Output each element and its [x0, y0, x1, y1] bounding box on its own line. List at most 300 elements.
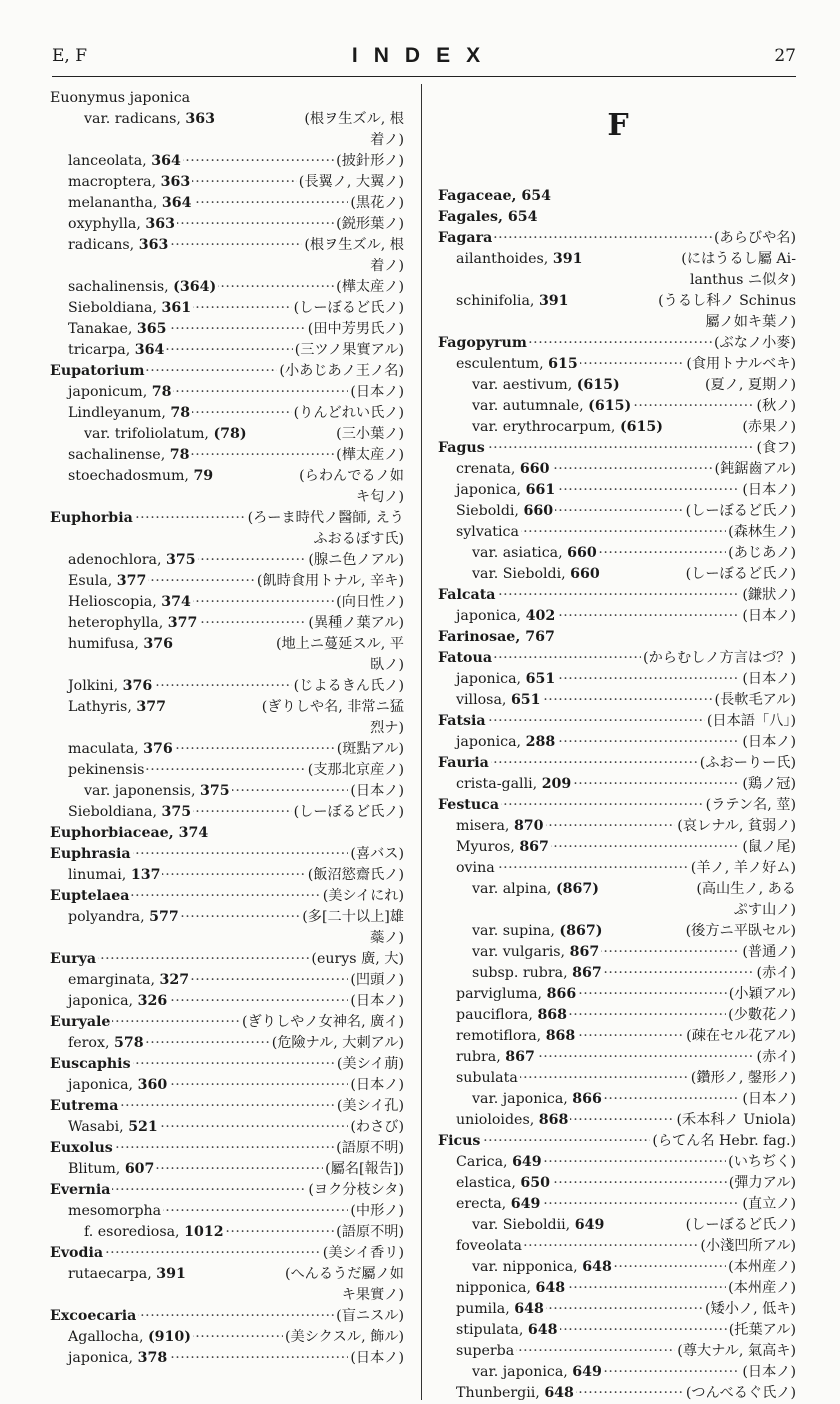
entry-page-number: 364	[134, 342, 165, 358]
entry-term	[438, 1049, 537, 1065]
index-genus-entry	[50, 361, 404, 382]
entry-name: var. trifoliolatum,	[84, 426, 214, 442]
index-genus-entry	[438, 1131, 796, 1152]
index-column-right	[438, 186, 796, 1404]
entry-gloss: (あじあノ)	[726, 543, 796, 564]
index-entry	[50, 319, 404, 340]
index-entry	[438, 837, 796, 858]
entry-gloss: (しーぼるど氏ノ)	[684, 1215, 796, 1236]
entry-name: pumila,	[456, 1301, 515, 1317]
entry-gloss: (美シイにれ)	[321, 886, 404, 907]
entry-name: misera,	[456, 818, 514, 834]
entry-page-number: 521	[128, 1119, 158, 1135]
entry-term	[50, 1245, 105, 1261]
entry-term	[438, 398, 633, 414]
entry-term	[438, 860, 497, 876]
entry-name: Fagopyrum	[438, 335, 527, 351]
entry-gloss: (屬名[報告])	[323, 1159, 404, 1180]
index-entry	[438, 774, 796, 795]
entry-name: var. aestivum,	[472, 377, 577, 393]
entry-term	[438, 209, 540, 225]
index-continuation	[50, 928, 404, 949]
entry-term	[50, 594, 193, 610]
index-continuation	[50, 1285, 404, 1306]
entry-gloss: (日本ノ)	[740, 732, 796, 753]
index-entry	[438, 816, 796, 837]
entry-page-number: (910)	[147, 1329, 192, 1345]
index-entry	[438, 564, 796, 585]
index-genus-entry	[50, 1096, 404, 1117]
entry-term	[50, 426, 249, 442]
entry-gloss: 臥ノ)	[370, 657, 404, 673]
index-genus-entry	[50, 1180, 404, 1201]
entry-page-number: (867)	[555, 881, 599, 897]
entry-term	[50, 762, 146, 778]
entry-term	[438, 923, 604, 939]
entry-gloss: (美シクスル, 飾ル)	[283, 1327, 404, 1348]
entry-term	[438, 734, 557, 750]
index-entry	[50, 403, 404, 424]
entry-page-number: 577	[149, 909, 179, 925]
entry-page-number: 402	[525, 608, 556, 624]
entry-term	[50, 1140, 115, 1156]
entry-gloss: (小淺凹所アル)	[698, 1236, 796, 1257]
index-entry	[438, 1026, 796, 1047]
index-entry	[438, 291, 796, 312]
entry-term	[438, 503, 555, 519]
entry-gloss: (日本ノ)	[348, 382, 404, 403]
entry-gloss: (日本ノ)	[740, 1362, 796, 1383]
entry-page-number: (615)	[588, 398, 632, 414]
entry-name: Euptelaea	[50, 888, 130, 904]
entry-term	[50, 1182, 112, 1198]
entry-name: Eurya	[50, 951, 97, 967]
entry-page-number: (364)	[173, 279, 217, 295]
entry-term	[438, 776, 573, 792]
dot-leader	[438, 438, 796, 459]
index-entry	[50, 1348, 404, 1369]
index-entry	[50, 172, 404, 193]
entry-term	[50, 1350, 169, 1366]
entry-page-number: 578	[114, 1035, 144, 1051]
entry-name: Farinosae,	[438, 629, 526, 645]
entry-gloss: (夏ノ, 夏期ノ)	[703, 375, 796, 396]
index-entry	[438, 669, 796, 690]
index-entry	[438, 417, 796, 438]
entry-gloss: (しーぼるど氏ノ)	[684, 564, 796, 585]
entry-page-number: (615)	[619, 419, 663, 435]
entry-term	[50, 825, 210, 841]
entry-gloss: (しーぼるど氏ノ)	[684, 501, 796, 522]
entry-gloss: (へんるうだ屬ノ如	[283, 1264, 404, 1285]
index-genus-entry	[438, 585, 796, 606]
entry-name: japonica,	[456, 608, 526, 624]
entry-page-number: (78)	[213, 426, 247, 442]
index-entry	[438, 1341, 796, 1362]
entry-term	[50, 741, 175, 757]
index-entry	[50, 634, 404, 655]
entry-gloss: (秋ノ)	[755, 396, 796, 417]
index-entry	[438, 984, 796, 1005]
entry-gloss: (らてん名 Hebr. fag.)	[650, 1131, 796, 1152]
entry-term	[438, 1322, 560, 1338]
entry-gloss: (eurys 廣, 大)	[309, 949, 404, 970]
entry-page-number: 360	[137, 1077, 168, 1093]
entry-name: villosa,	[456, 692, 511, 708]
entry-page-number: 363	[145, 216, 175, 232]
index-genus-entry	[50, 1243, 404, 1264]
entry-gloss: (日本ノ)	[740, 480, 796, 501]
entry-gloss: (日本語「八」)	[705, 711, 796, 732]
entry-term	[50, 1266, 188, 1282]
entry-page-number: 288	[525, 734, 556, 750]
index-entry	[50, 1159, 404, 1180]
index-entry	[438, 1320, 796, 1341]
entry-term	[438, 1385, 576, 1401]
index-entry	[50, 424, 404, 445]
entry-name: nipponica,	[456, 1280, 536, 1296]
entry-page-number: 376	[143, 741, 173, 757]
entry-name: japonica,	[68, 993, 138, 1009]
entry-page-number: 377	[167, 615, 198, 631]
entry-name: var. supina,	[472, 923, 560, 939]
entry-name: subulata	[456, 1070, 518, 1086]
entry-gloss: (直立ノ)	[740, 1194, 796, 1215]
entry-gloss: (ふおーりー氏)	[698, 753, 796, 774]
entry-name: heterophylla,	[68, 615, 168, 631]
index-genus-entry	[438, 186, 796, 207]
entry-term	[50, 1014, 112, 1030]
index-entry	[438, 459, 796, 480]
entry-gloss: (禾本科ノ Uniola)	[675, 1110, 797, 1131]
entry-term	[438, 1175, 552, 1191]
entry-page-number: 649	[512, 1154, 542, 1170]
entry-name: stoechadosmum,	[68, 468, 194, 484]
entry-name: foveolata	[456, 1238, 522, 1254]
entry-gloss: (日本ノ)	[348, 781, 404, 802]
entry-gloss: (日本ノ)	[740, 1089, 796, 1110]
entry-page-number: 648	[514, 1301, 544, 1317]
entry-page-number: 375	[161, 804, 192, 820]
entry-term	[50, 195, 194, 211]
entry-name: Thunbergii,	[456, 1385, 545, 1401]
entry-term	[438, 1154, 544, 1170]
entry-name: var. vulgaris,	[472, 944, 570, 960]
entry-term	[50, 783, 232, 799]
index-genus-entry	[50, 1138, 404, 1159]
entry-name: Fatsia	[438, 713, 486, 729]
entry-gloss: (黒花ノ)	[348, 193, 404, 214]
entry-page-number: 364	[151, 153, 181, 169]
entry-name: remotiflora,	[456, 1028, 546, 1044]
entry-term	[438, 356, 580, 372]
entry-name: japonicum,	[68, 384, 152, 400]
entry-name: japonica,	[68, 1077, 138, 1093]
index-entry	[50, 277, 404, 298]
index-entry	[438, 1110, 796, 1131]
entry-name: Blitum,	[68, 1161, 125, 1177]
index-entry	[50, 193, 404, 214]
index-entry	[438, 1047, 796, 1068]
entry-gloss: (尊大ナル, 氣高キ)	[675, 1341, 796, 1362]
index-entry	[438, 606, 796, 627]
entry-name: humifusa,	[68, 636, 144, 652]
entry-term	[438, 1091, 604, 1107]
index-entry	[438, 249, 796, 270]
index-entry	[50, 970, 404, 991]
index-entry	[438, 1194, 796, 1215]
entry-name: macroptera,	[68, 174, 161, 190]
entry-gloss: (三ツノ果實アル)	[293, 340, 404, 361]
entry-gloss: (向日性ノ)	[334, 592, 404, 613]
index-genus-entry	[438, 228, 796, 249]
entry-gloss: (矮小ノ, 低キ)	[703, 1299, 796, 1320]
entry-name: pekinensis	[68, 762, 145, 778]
entry-term	[50, 363, 146, 379]
entry-term	[438, 1217, 606, 1233]
entry-name: Jolkini,	[68, 678, 123, 694]
entry-gloss: (飯沼慾齋氏ノ)	[306, 865, 404, 886]
entry-gloss: (鈍鋸齒アル)	[713, 459, 796, 480]
entry-page-number: 377	[116, 573, 147, 589]
entry-name: var. autumnale,	[472, 398, 589, 414]
entry-page-number: 649	[574, 1217, 605, 1233]
page-header	[52, 46, 796, 77]
entry-gloss: (托葉アル)	[727, 1320, 796, 1341]
index-entry	[50, 1033, 404, 1054]
entry-term	[50, 951, 98, 967]
entry-name: Myuros,	[456, 839, 520, 855]
entry-name: ovina	[456, 860, 495, 876]
entry-page-number: 867	[505, 1049, 535, 1065]
entry-term	[50, 321, 169, 337]
entry-name: Excoecaria	[50, 1308, 137, 1324]
entry-gloss: (しーぼるど氏ノ)	[292, 802, 404, 823]
entry-term	[50, 993, 169, 1009]
entry-gloss: (本州産ノ)	[726, 1257, 796, 1278]
section-letter: F	[607, 108, 629, 143]
entry-page-number: 326	[137, 993, 168, 1009]
index-entry	[438, 1278, 796, 1299]
index-genus-entry	[438, 333, 796, 354]
entry-page-number: 376	[143, 636, 174, 652]
entry-page-number: 365	[136, 321, 167, 337]
index-genus-entry	[438, 648, 796, 669]
entry-term	[438, 1301, 546, 1317]
entry-name: Sieboldiana,	[68, 300, 162, 316]
column-divider	[421, 84, 422, 1400]
entry-page-number: 378	[137, 1350, 168, 1366]
entry-page-number: 377	[136, 699, 166, 715]
index-entry	[50, 88, 404, 109]
entry-gloss: (りんどれい氏ノ)	[292, 403, 404, 424]
index-entry	[50, 214, 404, 235]
entry-term	[50, 1308, 138, 1324]
entry-name: f. esorediosa,	[84, 1224, 185, 1240]
entry-name: Evodia	[50, 1245, 104, 1261]
index-entry	[438, 1152, 796, 1173]
index-entry	[50, 298, 404, 319]
entry-gloss: (森林生ノ)	[726, 522, 796, 543]
entry-gloss: (日本ノ)	[348, 1075, 404, 1096]
entry-page-number: 374	[161, 594, 191, 610]
entry-name: Eupatorium	[50, 363, 145, 379]
index-entry	[438, 480, 796, 501]
index-entry	[438, 1215, 796, 1236]
entry-name: adenochlora,	[68, 552, 167, 568]
entry-term	[50, 384, 173, 400]
entry-gloss: 着ノ)	[370, 132, 404, 148]
entry-gloss: lanthus ニ似タ)	[690, 272, 796, 288]
entry-page-number: 79	[193, 468, 214, 484]
header-range: E, F	[52, 46, 88, 66]
entry-page-number: 868	[538, 1112, 569, 1128]
entry-name: japonica,	[456, 671, 526, 687]
entry-name: Agallocha,	[68, 1329, 148, 1345]
entry-name: Festuca	[438, 797, 500, 813]
entry-gloss: (鋭形葉ノ)	[334, 214, 404, 235]
index-entry	[50, 592, 404, 613]
entry-name: Fatoua	[438, 650, 493, 666]
entry-term	[50, 237, 170, 253]
index-genus-entry	[438, 795, 796, 816]
entry-term	[438, 1280, 567, 1296]
entry-gloss: ふおるぼす氏)	[313, 531, 404, 547]
entry-name: sachalinensis,	[68, 279, 174, 295]
entry-term	[50, 699, 168, 715]
index-entry	[50, 802, 404, 823]
index-entry	[438, 375, 796, 396]
entry-name: var. alpina,	[472, 881, 556, 897]
entry-term	[438, 377, 622, 393]
entry-name: Euphorbiaceae,	[50, 825, 179, 841]
entry-term	[438, 1343, 516, 1359]
index-entry	[438, 501, 796, 522]
index-genus-entry	[50, 1306, 404, 1327]
entry-term	[438, 986, 578, 1002]
index-genus-entry	[438, 627, 796, 648]
entry-gloss: 着ノ)	[370, 258, 404, 274]
entry-name: Euscaphis	[50, 1056, 131, 1072]
entry-page-number: 654	[507, 209, 538, 225]
entry-term	[438, 461, 552, 477]
index-genus-entry	[50, 886, 404, 907]
entry-name: erecta,	[456, 1196, 511, 1212]
entry-gloss: (高山生ノ, ある	[694, 879, 796, 900]
index-entry	[50, 760, 404, 781]
entry-name: Euxolus	[50, 1140, 113, 1156]
index-entry	[50, 550, 404, 571]
entry-term	[50, 510, 135, 526]
index-entry	[50, 1201, 404, 1222]
entry-gloss: (語原不明)	[334, 1222, 404, 1243]
entry-gloss: (食用トナルベキ)	[684, 354, 796, 375]
entry-term	[438, 524, 521, 540]
entry-name: var. japonica,	[472, 1091, 573, 1107]
entry-gloss: (少數花ノ)	[726, 1005, 796, 1026]
entry-gloss: (普通ノ)	[740, 942, 796, 963]
entry-term	[50, 90, 192, 106]
entry-gloss: (羊ノ, 羊ノ好ム)	[689, 858, 796, 879]
entry-name: var. asiatica,	[472, 545, 568, 561]
entry-gloss: (長翼ノ, 大翼ノ)	[297, 172, 404, 193]
index-entry	[50, 340, 404, 361]
entry-name: sylvatica	[456, 524, 519, 540]
entry-term	[438, 419, 665, 435]
entry-term	[50, 174, 192, 190]
entry-gloss: キ果實ノ)	[341, 1287, 404, 1303]
entry-term	[438, 482, 557, 498]
index-genus-entry	[50, 1012, 404, 1033]
entry-term	[50, 153, 183, 169]
entry-page-number: 78	[169, 447, 190, 463]
entry-page-number: 607	[124, 1161, 155, 1177]
index-continuation	[438, 270, 796, 291]
index-entry	[50, 571, 404, 592]
index-entry	[438, 396, 796, 417]
entry-gloss: (鑽形ノ, 鏧形ノ)	[689, 1068, 796, 1089]
entry-term	[438, 1007, 569, 1023]
entry-name: Eutrema	[50, 1098, 119, 1114]
entry-name: tricarpa,	[68, 342, 135, 358]
entry-term	[50, 1077, 169, 1093]
entry-page-number: 867	[569, 944, 600, 960]
entry-term	[438, 1133, 482, 1149]
index-continuation	[50, 487, 404, 508]
entry-name: radicans,	[68, 237, 139, 253]
entry-term	[438, 545, 599, 561]
entry-page-number: 363	[138, 237, 169, 253]
index-column-left	[50, 88, 404, 1369]
entry-gloss: (鼠ノ尾)	[740, 837, 796, 858]
entry-page-number: 654	[521, 188, 551, 204]
entry-gloss: 屬ノ如キ葉ノ)	[705, 314, 796, 330]
entry-name: Euphrasia	[50, 846, 131, 862]
entry-term	[438, 251, 584, 267]
entry-page-number: 651	[525, 671, 556, 687]
entry-gloss: (美シイ萠)	[335, 1054, 404, 1075]
entry-term	[438, 1364, 604, 1380]
entry-gloss: 烈ナ)	[370, 720, 404, 736]
entry-name: schinifolia,	[456, 293, 539, 309]
entry-term	[50, 1161, 156, 1177]
index-entry	[438, 921, 796, 942]
entry-gloss: (披針形ノ)	[334, 151, 404, 172]
entry-page-number: 767	[525, 629, 555, 645]
entry-term	[50, 678, 154, 694]
entry-term	[50, 279, 218, 295]
entry-name: japonica,	[456, 734, 526, 750]
entry-gloss: (多[二十以上]雄	[300, 907, 404, 928]
entry-term	[50, 552, 198, 568]
entry-name: crenata,	[456, 461, 520, 477]
entry-gloss: (美シイ孔)	[335, 1096, 404, 1117]
entry-name: Ficus	[438, 1133, 481, 1149]
index-entry	[50, 991, 404, 1012]
entry-term	[50, 1329, 193, 1345]
entry-term	[438, 965, 604, 981]
entry-page-number: 866	[572, 1091, 602, 1107]
entry-name: esculentum,	[456, 356, 549, 372]
entry-term	[438, 797, 501, 813]
entry-name: Fagales,	[438, 209, 508, 225]
entry-gloss: (彈力アル)	[727, 1173, 796, 1194]
entry-name: subsp. rubra,	[472, 965, 573, 981]
index-entry	[438, 1089, 796, 1110]
index-entry	[50, 1075, 404, 1096]
entry-name: sachalinense,	[68, 447, 170, 463]
entry-page-number: 867	[572, 965, 602, 981]
